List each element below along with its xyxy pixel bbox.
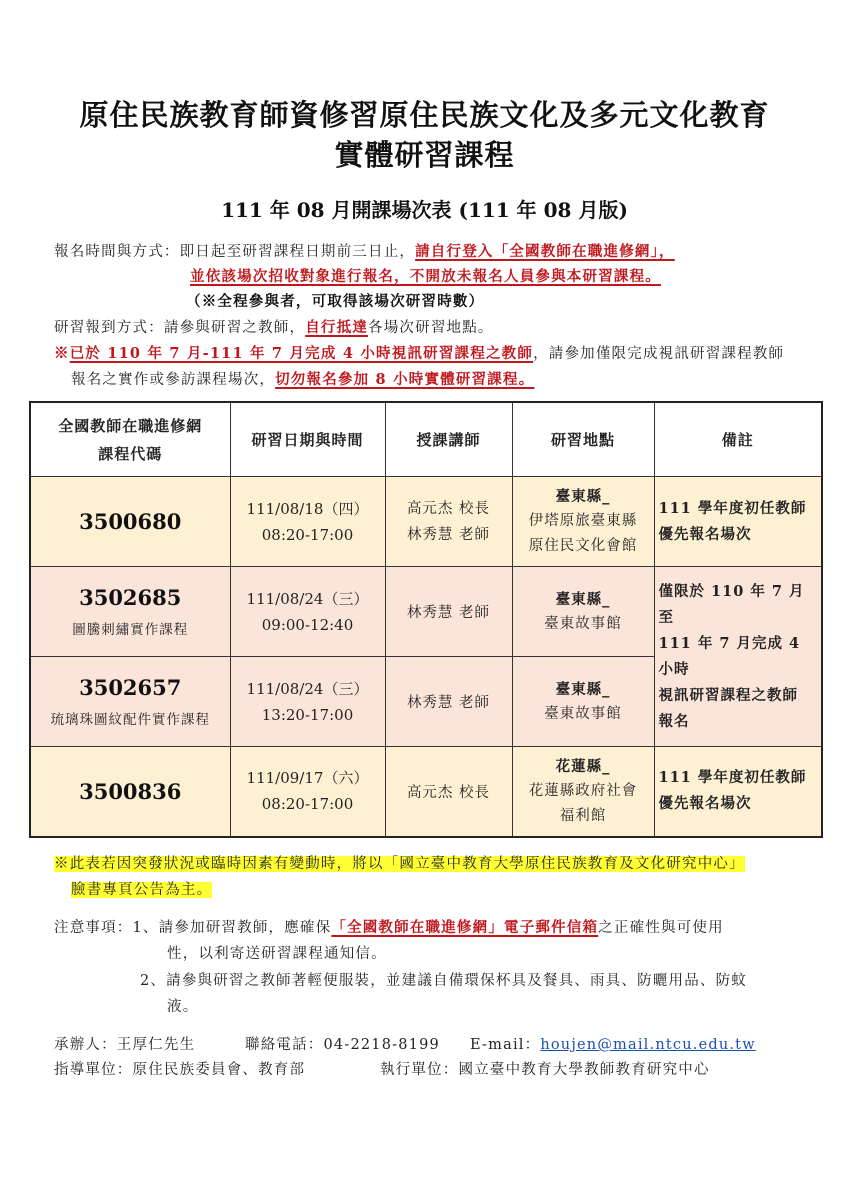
course-code: 3502657 — [79, 675, 182, 700]
email-link[interactable]: houjen@mail.ntcu.edu.tw — [540, 1037, 756, 1053]
schedule-subtitle: 111 年 08 月開課場次表 (111 年 08 月版) — [221, 198, 628, 222]
location-cell — [512, 567, 654, 657]
instructor-cell — [385, 747, 512, 837]
header-course-code — [30, 402, 230, 477]
location-cell — [512, 657, 654, 747]
course-name: 琉璃珠圖紋配件實作課程 — [50, 712, 210, 728]
schedule-table — [29, 401, 823, 838]
location-county: 花蓮縣_ — [555, 757, 611, 775]
page-title-line2: 實體研習課程 — [334, 138, 515, 172]
course-time: 08:20-17:00 — [261, 525, 354, 544]
registration-hours-note: （※全程參與者，可取得該場次研習時數） — [186, 293, 485, 310]
course-code: 3500680 — [79, 509, 182, 534]
executing-unit: 執行單位：國立臺中教育大學教師教育研究中心 — [380, 1062, 710, 1078]
warning-mark: ※ — [54, 345, 70, 362]
header-course-code-line2: 課程代碼 — [98, 444, 163, 463]
table-row — [30, 567, 822, 657]
warning-text2: 報名之實作或參訪課程場次， — [71, 372, 276, 388]
location-county: 臺東縣_ — [555, 488, 611, 505]
instructor: 林秀慧 老師 — [406, 526, 491, 543]
course-name: 圖騰刺繡實作課程 — [72, 622, 189, 638]
remark-text: 視訊研習課程之教師 — [658, 686, 798, 704]
warning-red2: 切勿報名參加 8 小時實體研習課程。 — [275, 371, 535, 388]
location-cell — [512, 477, 654, 567]
handler: 承辦人：王厚仁先生 — [54, 1037, 196, 1053]
checkin-text2: 各場次研習地點。 — [368, 320, 494, 336]
course-code: 3502685 — [79, 585, 182, 610]
registration-label: 報名時間與方式： — [54, 244, 180, 260]
registration-login-instruction: 請自行登入「全國教師在職進修網」， — [415, 243, 675, 260]
phone: 聯絡電話：04-2218-8199 — [245, 1037, 440, 1053]
page-title-line1: 原住民族教育師資修習原住民族文化及多元文化教育 — [79, 98, 770, 132]
location-venue: 花蓮縣政府社會 — [528, 782, 638, 799]
registration-rule: 並依該場次招收對象進行報名，不開放未報名人員參與本研習課程。 — [190, 268, 661, 285]
course-date: 111/08/24（三） — [246, 679, 369, 698]
location-venue: 福利館 — [559, 807, 607, 824]
remark-text: 報名 — [658, 712, 690, 730]
instructor: 高元杰 校長 — [406, 500, 491, 517]
header-course-code-line1: 全國教師在職進修網 — [58, 416, 203, 435]
warning-red1: 已於 110 年 7 月-111 年 7 月完成 4 小時視訊研習課程之教師 — [69, 345, 534, 362]
checkin-self-arrive: 自行抵達 — [305, 319, 369, 336]
course-code: 3500836 — [79, 778, 182, 804]
warning-text1: ，請參加僅限完成視訊研習課程教師 — [533, 346, 785, 362]
remark-text: 優先報名場次 — [658, 525, 752, 543]
course-date: 111/09/17（六） — [246, 769, 369, 788]
checkin-label: 研習報到方式： — [54, 320, 164, 336]
location-county: 臺東縣_ — [555, 590, 611, 608]
course-code-cell — [30, 567, 230, 657]
table-row — [30, 477, 822, 567]
instructor-cell — [385, 567, 512, 657]
warning-line1 — [54, 342, 784, 363]
notice-item1-prefix: 1、請參加研習教師，應確保 — [132, 920, 332, 936]
course-time: 13:20-17:00 — [261, 705, 354, 724]
announcement-line1 — [54, 852, 745, 873]
notice-item1-email-emphasis: 「全國教師在職進修網」電子郵件信箱 — [331, 919, 599, 936]
remark-text: 優先報名場次 — [658, 795, 752, 813]
date-cell — [230, 657, 385, 747]
location-venue: 臺東故事館 — [544, 615, 622, 632]
instructor: 林秀慧 老師 — [406, 605, 491, 621]
announcement-text1: ※此表若因突發狀況或臨時因素有變動時，將以「國立臺中教育大學原住民族教育及文化研究中心」 — [54, 856, 745, 872]
location-venue: 原住民文化會館 — [528, 538, 638, 554]
header-remarks: 備註 — [654, 402, 822, 477]
course-time: 09:00-12:40 — [261, 615, 354, 634]
notice-label: 注意事項： — [54, 920, 133, 936]
remark-text: 僅限於 110 年 7 月至 — [658, 582, 805, 626]
checkin-line — [54, 316, 494, 337]
notice-item2-cont: 液。 — [167, 999, 199, 1015]
notice-item1-cont: 性，以利寄送研習課程通知信。 — [167, 946, 387, 962]
remarks-cell — [654, 477, 822, 567]
email-line — [470, 1033, 756, 1054]
remarks-cell — [654, 567, 822, 747]
course-code-cell — [30, 747, 230, 837]
instructor-cell — [385, 657, 512, 747]
course-date: 111/08/24（三） — [246, 589, 369, 608]
remark-text: 111 學年度初任教師 — [658, 499, 807, 517]
notice-item1 — [54, 916, 724, 937]
location-county: 臺東縣_ — [555, 680, 611, 698]
registration-line2 — [190, 265, 661, 286]
header-instructor: 授課講師 — [385, 402, 512, 477]
email-label: E-mail： — [470, 1037, 541, 1053]
date-cell — [230, 477, 385, 567]
announcement-line2 — [71, 878, 212, 899]
instructor: 林秀慧 老師 — [406, 695, 491, 711]
table-row — [30, 747, 822, 837]
location-venue: 伊塔原旅臺東縣 — [528, 513, 638, 529]
supervising-unit: 指導單位：原住民族委員會、教育部 — [54, 1062, 306, 1078]
course-date: 111/08/18（四） — [246, 499, 369, 518]
instructor: 高元杰 校長 — [406, 784, 491, 801]
date-cell — [230, 567, 385, 657]
notice-item2: 2、請參與研習之教師著輕便服裝，並建議自備環保杯具及餐具、雨具、防曬用品、防蚊 — [140, 973, 748, 989]
remark-text: 111 學年度初任教師 — [658, 769, 807, 787]
date-cell — [230, 747, 385, 837]
location-cell — [512, 747, 654, 837]
warning-line2 — [71, 368, 534, 389]
header-location: 研習地點 — [512, 402, 654, 477]
notice-item1-suffix: 之正確性與可使用 — [598, 920, 724, 936]
registration-line — [54, 240, 675, 261]
remarks-cell — [654, 747, 822, 837]
location-venue: 臺東故事館 — [544, 705, 622, 722]
header-date-time: 研習日期與時間 — [230, 402, 385, 477]
remark-text: 111 年 7 月完成 4 小時 — [658, 634, 801, 678]
registration-period: 即日起至研習課程日期前三日止， — [179, 244, 416, 260]
table-header-row — [30, 402, 822, 477]
course-code-cell — [30, 477, 230, 567]
course-code-cell — [30, 657, 230, 747]
instructor-cell — [385, 477, 512, 567]
checkin-text1: 請參與研習之教師， — [163, 320, 306, 336]
announcement-text2: 臉書專頁公告為主。 — [71, 882, 213, 898]
course-time: 08:20-17:00 — [261, 795, 354, 814]
